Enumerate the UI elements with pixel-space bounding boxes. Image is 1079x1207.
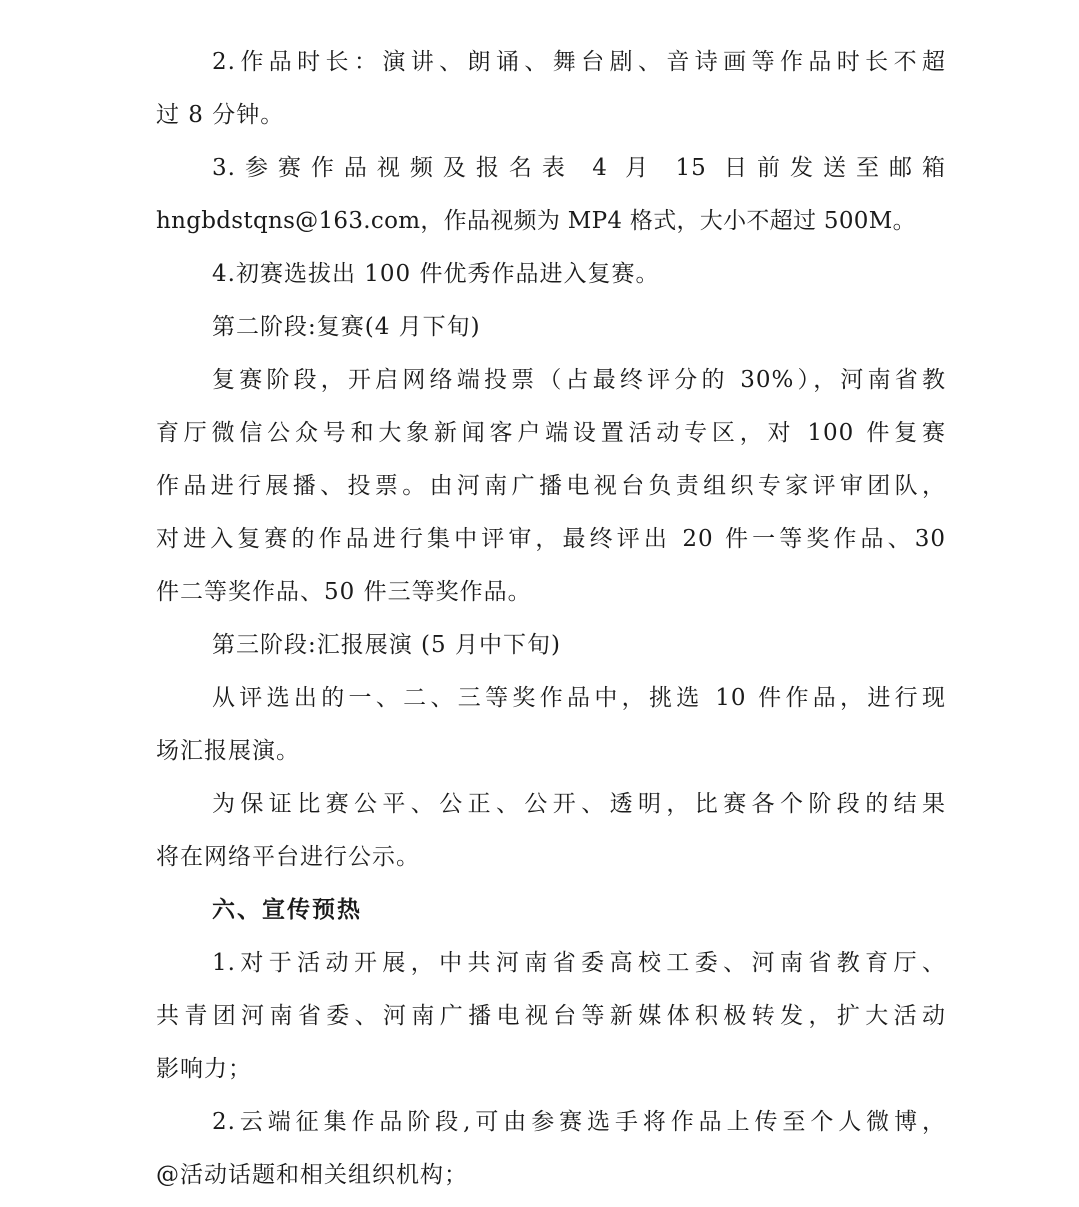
paragraph-line: 从评选出的一、二、三等奖作品中，挑选 10 件作品，进行现 xyxy=(212,685,946,711)
section-heading: 六、宣传预热 xyxy=(212,897,362,923)
paragraph-line: @活动话题和相关组织机构； xyxy=(156,1162,468,1188)
paragraph-line: 场汇报展演。 xyxy=(156,738,300,764)
paragraph-line: 为保证比赛公平、公正、公开、透明，比赛各个阶段的结果 xyxy=(212,791,946,817)
paragraph-line: 将在网络平台进行公示。 xyxy=(156,844,420,870)
paragraph-line: 共青团河南省委、河南广播电视台等新媒体积极转发，扩大活动 xyxy=(156,1003,946,1029)
paragraph-line: 对进入复赛的作品进行集中评审，最终评出 20 件一等奖作品、30 xyxy=(156,526,946,552)
paragraph-line: 育厅微信公众号和大象新闻客户端设置活动专区，对 100 件复赛 xyxy=(156,420,946,446)
paragraph-line: 作品进行展播、投票。由河南广播电视台负责组织专家评审团队， xyxy=(156,473,946,499)
paragraph-line: hngbdstqns@163.com，作品视频为 MP4 格式，大小不超过 500M。 xyxy=(156,208,916,234)
paragraph-line: 影响力； xyxy=(156,1056,252,1082)
paragraph-line: 3.参赛作品视频及报名表 4 月 15 日前发送至邮箱 xyxy=(212,155,946,181)
paragraph-line: 复赛阶段，开启网络端投票（占最终评分的 30%），河南省教 xyxy=(212,367,946,393)
section-subheading: 第三阶段:汇报展演 (5 月中下旬) xyxy=(212,632,561,658)
section-subheading: 第二阶段:复赛(4 月下旬) xyxy=(212,314,481,340)
paragraph-line: 2.作品时长：演讲、朗诵、舞台剧、音诗画等作品时长不超 xyxy=(212,49,946,75)
paragraph-line: 2.云端征集作品阶段,可由参赛选手将作品上传至个人微博， xyxy=(212,1109,946,1135)
paragraph-line: 1.对于活动开展，中共河南省委高校工委、河南省教育厅、 xyxy=(212,950,946,976)
paragraph-line: 4.初赛选拔出 100 件优秀作品进入复赛。 xyxy=(212,261,660,287)
paragraph-line: 过 8 分钟。 xyxy=(156,102,285,128)
paragraph-line: 件二等奖作品、50 件三等奖作品。 xyxy=(156,579,532,605)
